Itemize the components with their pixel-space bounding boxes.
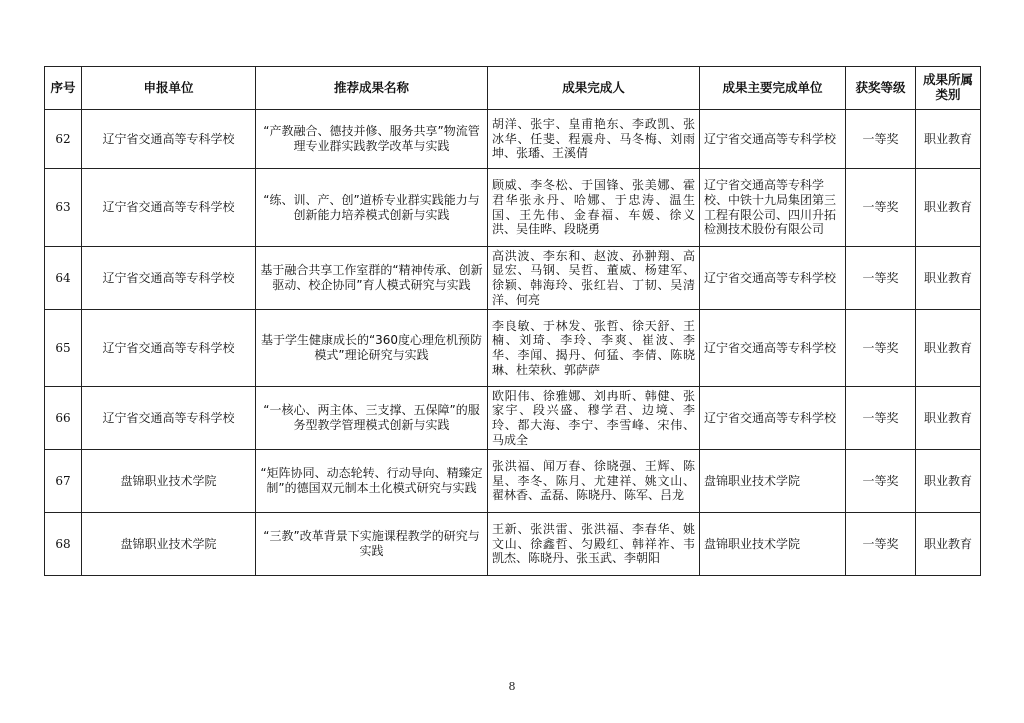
cell-applicant: 盘锦职业技术学院: [82, 450, 256, 513]
cell-main-unit: 辽宁省交通高等专科学校: [700, 110, 846, 169]
cell-award-level: 一等奖: [846, 513, 916, 576]
cell-seq: 65: [45, 310, 82, 387]
cell-applicant: 辽宁省交通高等专科学校: [82, 247, 256, 310]
header-category: 成果所属类别: [916, 67, 981, 110]
cell-achievement: “三教”改革背景下实施课程教学的研究与实践: [256, 513, 488, 576]
cell-main-unit: 辽宁省交通高等专科学校: [700, 247, 846, 310]
cell-seq: 64: [45, 247, 82, 310]
cell-achievement: “产教融合、德技并修、服务共享”物流管理专业群实践教学改革与实践: [256, 110, 488, 169]
header-completers: 成果完成人: [488, 67, 700, 110]
cell-award-level: 一等奖: [846, 169, 916, 247]
page-number: 8: [508, 680, 516, 693]
cell-main-unit: 辽宁省交通高等专科学校: [700, 310, 846, 387]
cell-achievement: “矩阵协同、动态轮转、行动导向、精臻定制”的德国双元制本土化模式研究与实践: [256, 450, 488, 513]
cell-applicant: 辽宁省交通高等专科学校: [82, 110, 256, 169]
cell-applicant: 辽宁省交通高等专科学校: [82, 169, 256, 247]
cell-achievement: 基于融合共享工作室群的“精神传承、创新驱动、校企协同”育人模式研究与实践: [256, 247, 488, 310]
cell-category: 职业教育: [916, 513, 981, 576]
cell-main-unit: 盘锦职业技术学院: [700, 450, 846, 513]
cell-main-unit: 盘锦职业技术学院: [700, 513, 846, 576]
cell-applicant: 辽宁省交通高等专科学校: [82, 387, 256, 450]
cell-main-unit: 辽宁省交通高等专科学校: [700, 387, 846, 450]
cell-seq: 63: [45, 169, 82, 247]
table-row: [45, 110, 981, 169]
table-header-row: [45, 67, 981, 110]
cell-category: 职业教育: [916, 450, 981, 513]
cell-completers: 张洪福、闻万春、徐晓强、王辉、陈星、李冬、陈月、尤建祥、姚文山、翟林香、孟磊、陈晓丹、陈军、吕龙: [488, 450, 700, 513]
table-row: [45, 247, 981, 310]
cell-seq: 68: [45, 513, 82, 576]
cell-completers: 王新、张洪雷、张洪福、李春华、姚文山、徐鑫哲、匀殿红、韩祥祚、韦凯杰、陈晓丹、张玉武、李朝阳: [488, 513, 700, 576]
awards-table: [44, 66, 981, 576]
cell-completers: 胡洋、张宇、皇甫艳东、李政凯、张冰华、任斐、程震舟、马冬梅、刘雨坤、张璠、王溪倩: [488, 110, 700, 169]
cell-award-level: 一等奖: [846, 247, 916, 310]
cell-seq: 62: [45, 110, 82, 169]
cell-achievement: 基于学生健康成长的“360度心理危机预防模式”理论研究与实践: [256, 310, 488, 387]
header-seq: 序号: [45, 67, 82, 110]
table-row: [45, 169, 981, 247]
cell-completers: 高洪波、李东和、赵波、孙翀翔、高显宏、马钢、吴哲、董威、杨建军、徐颖、韩海玲、张红岩、丁韧、吴清洋、何亮: [488, 247, 700, 310]
table-row: [45, 310, 981, 387]
cell-category: 职业教育: [916, 247, 981, 310]
table-row: [45, 450, 981, 513]
header-main-unit: 成果主要完成单位: [700, 67, 846, 110]
header-applicant: 申报单位: [82, 67, 256, 110]
cell-applicant: 盘锦职业技术学院: [82, 513, 256, 576]
header-award-level: 获奖等级: [846, 67, 916, 110]
cell-completers: 欧阳伟、徐雅娜、刘冉昕、韩健、张家宇、段兴盛、穆学君、边境、李玲、都大海、李宁、李雪峰、宋伟、马成全: [488, 387, 700, 450]
cell-applicant: 辽宁省交通高等专科学校: [82, 310, 256, 387]
cell-main-unit: 辽宁省交通高等专科学校、中铁十九局集团第三工程有限公司、四川升拓检测技术股份有限公司: [700, 169, 846, 247]
cell-completers: 顾威、李冬松、于国锋、张美娜、霍君华张永丹、哈娜、于忠涛、温生国、王先伟、金春福、车媛、徐义洪、吴佳晔、段晓勇: [488, 169, 700, 247]
cell-seq: 67: [45, 450, 82, 513]
table-row: [45, 513, 981, 576]
cell-achievement: “练、训、产、创”道桥专业群实践能力与创新能力培养模式创新与实践: [256, 169, 488, 247]
cell-achievement: “一核心、两主体、三支撑、五保障”的服务型教学管理模式创新与实践: [256, 387, 488, 450]
cell-completers: 李良敏、于林发、张哲、徐天舒、王楠、刘琦、李玲、李爽、崔波、李华、李闻、揭丹、何猛、李倩、陈晓琳、杜荣秋、郭萨萨: [488, 310, 700, 387]
cell-award-level: 一等奖: [846, 387, 916, 450]
table-row: [45, 387, 981, 450]
cell-category: 职业教育: [916, 387, 981, 450]
cell-award-level: 一等奖: [846, 110, 916, 169]
cell-award-level: 一等奖: [846, 450, 916, 513]
cell-award-level: 一等奖: [846, 310, 916, 387]
cell-category: 职业教育: [916, 110, 981, 169]
cell-category: 职业教育: [916, 310, 981, 387]
header-achievement: 推荐成果名称: [256, 67, 488, 110]
cell-seq: 66: [45, 387, 82, 450]
cell-category: 职业教育: [916, 169, 981, 247]
